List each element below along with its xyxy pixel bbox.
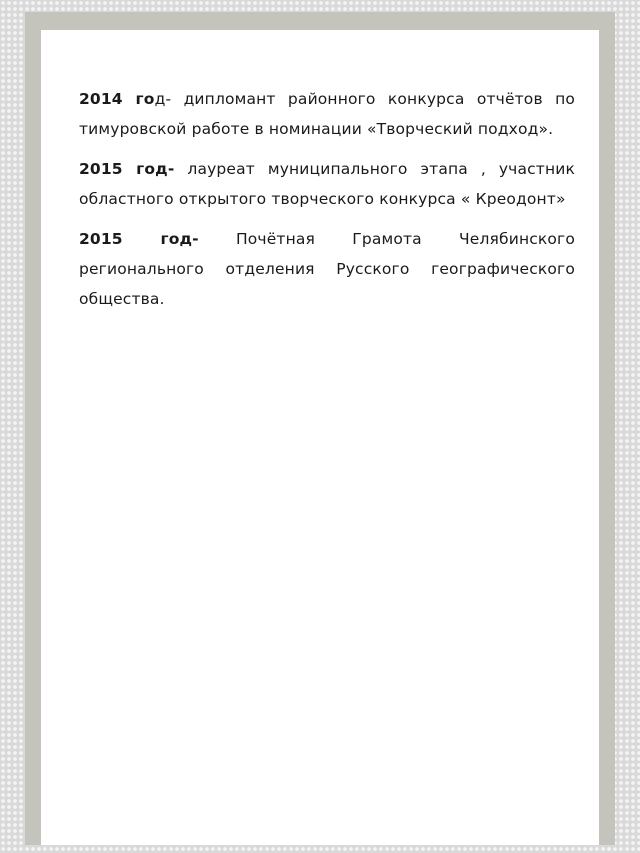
awards-list	[79, 84, 575, 324]
award-text: Почётная Грамота Челябинского регионального отделения Русского географического общества.	[79, 230, 575, 308]
award-year: 2015 год-	[79, 160, 175, 178]
award-paragraph-2015-creodont	[79, 154, 575, 214]
award-paragraph-2015-geographic	[79, 224, 575, 314]
award-text: д- дипломант районного конкурса отчётов по тимуровской работе в номинации «Творческий подход».	[79, 90, 575, 138]
award-year: 2015 год-	[79, 230, 199, 248]
award-paragraph-2014	[79, 84, 575, 144]
award-year: 2014 го	[79, 90, 155, 108]
document-page	[41, 30, 599, 845]
slide-frame	[25, 12, 615, 845]
award-text: лауреат муниципального этапа , участник областного открытого творческого конкурса « Креодонт»	[79, 160, 575, 208]
